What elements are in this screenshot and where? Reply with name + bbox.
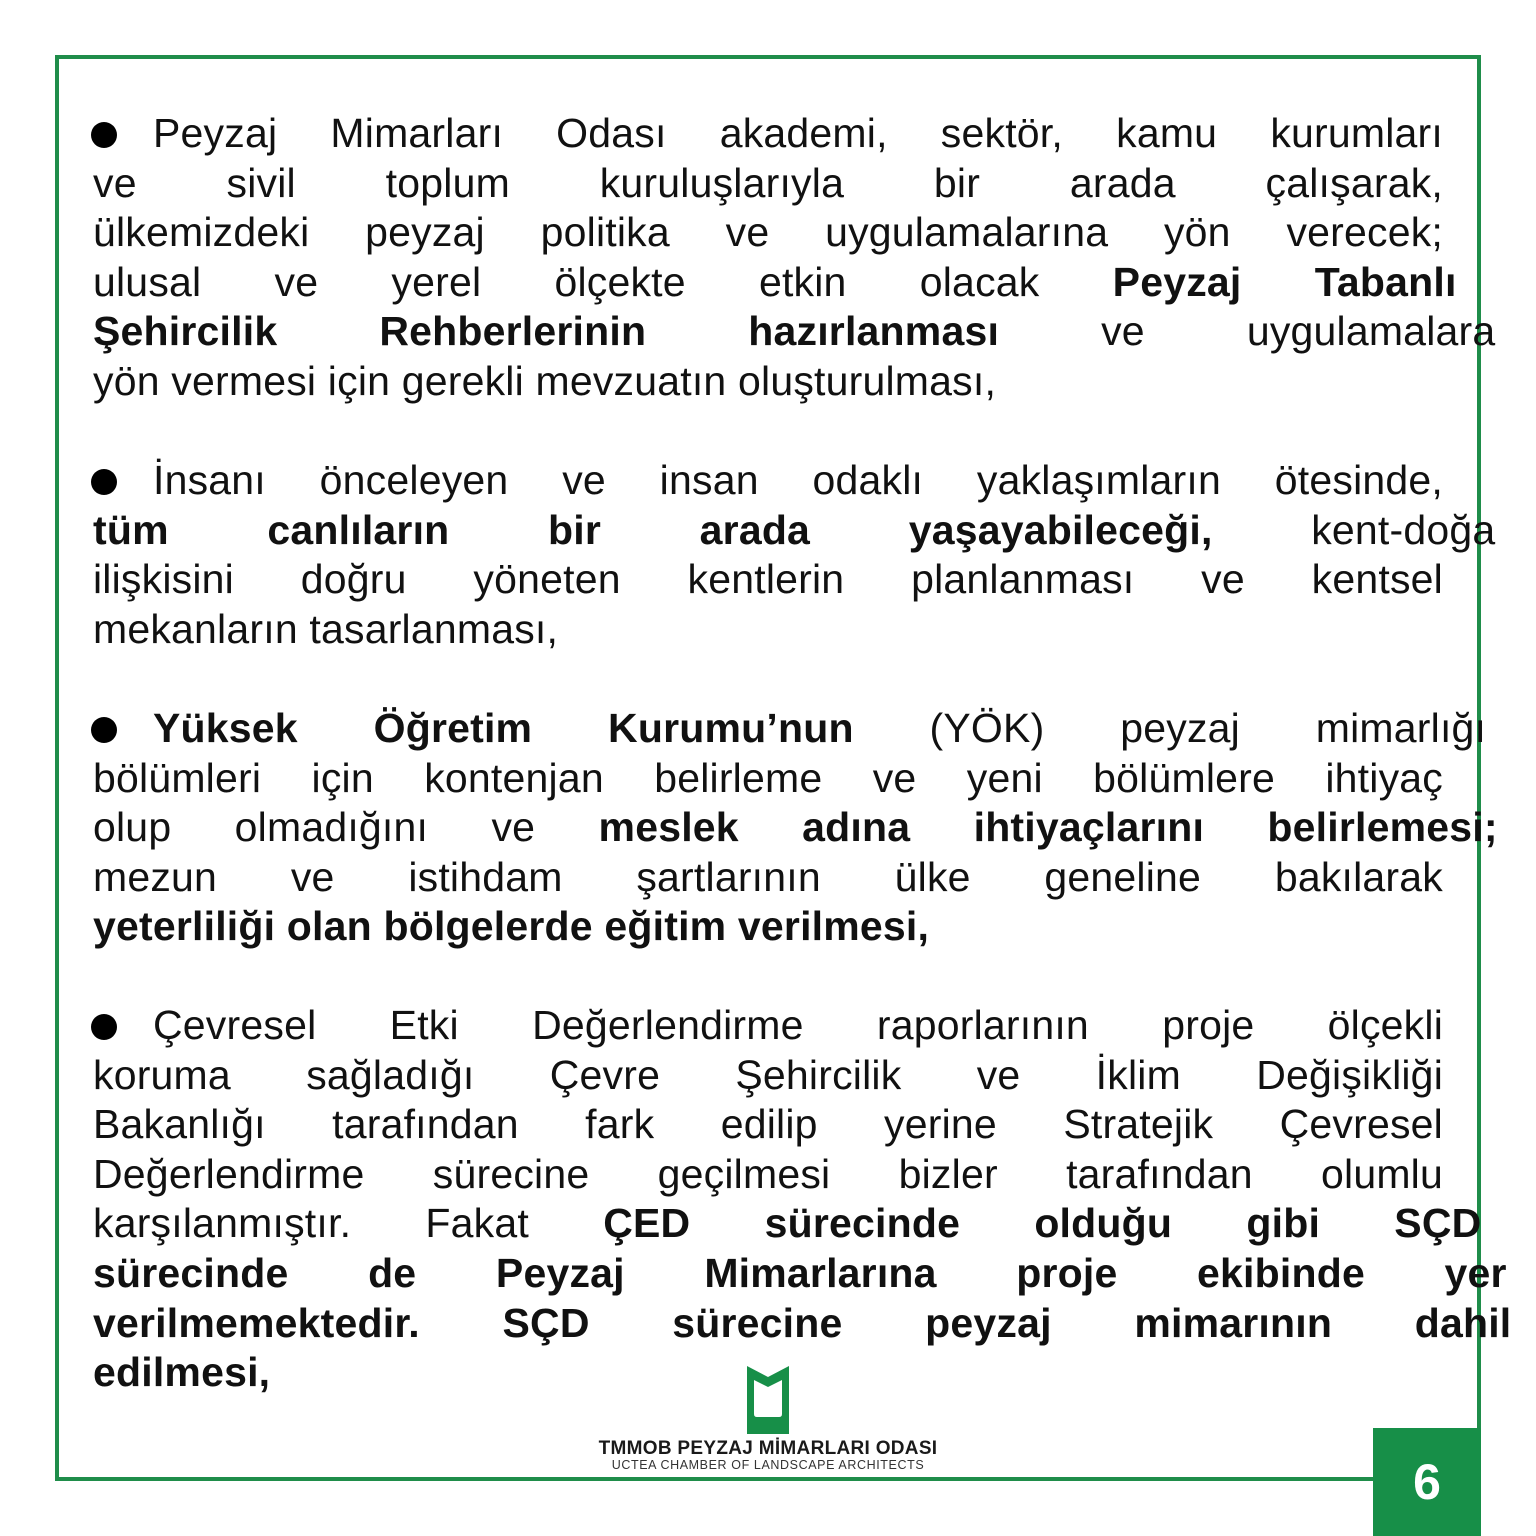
bold-text: meslek adına ihtiyaçlarını belirlemesi;	[598, 804, 1498, 851]
document-body	[93, 0, 1512, 1536]
text: kent-doğa	[1212, 506, 1496, 553]
text-line	[93, 1298, 1512, 1348]
bold-text: Şehircilik Rehberlerinin hazırlanması	[93, 308, 1000, 355]
bold-text: ÇED sürecinde olduğu gibi SÇD	[603, 1200, 1482, 1247]
text: Bakanlığı tarafından fark edilip yerine Stratejik Çevresel	[93, 1101, 1443, 1148]
text: İnsanı önceleyen ve insan odaklı yaklaşımların ötesinde,	[153, 457, 1443, 503]
text-line	[93, 901, 1443, 951]
text-line	[93, 158, 1443, 208]
bold-text: Peyzaj Tabanlı	[1112, 258, 1457, 305]
page-number-badge	[1373, 1428, 1481, 1536]
text-line	[93, 604, 1443, 654]
text-line	[93, 356, 1443, 406]
text-line	[93, 852, 1443, 902]
text-line	[93, 1050, 1443, 1100]
text: (YÖK) peyzaj mimarlığı	[853, 705, 1487, 751]
bold-text: yeterliliği olan bölgelerde eğitim verilmesi,	[93, 903, 930, 950]
text: mekanların tasarlanması,	[93, 605, 559, 652]
text-line	[93, 505, 1496, 555]
tmmob-logo-icon	[747, 1366, 789, 1434]
bullet-icon	[91, 122, 117, 148]
text-line	[153, 455, 1443, 505]
bullet-icon	[91, 469, 117, 495]
text: olup olmadığını ve	[93, 804, 599, 851]
text: ve uygulamalara	[999, 308, 1496, 355]
text-line	[93, 554, 1443, 604]
text-line	[93, 257, 1457, 307]
page-number: 6	[1413, 1454, 1441, 1510]
text-line	[93, 306, 1496, 356]
bold-text: Yüksek Öğretim Kurumu’nun	[153, 705, 854, 751]
text-line	[93, 753, 1443, 803]
text: bölümleri için kontenjan belirleme ve yeni bölümlere ihtiyaç	[93, 754, 1443, 801]
text: Çevresel Etki Değerlendirme raporlarının proje ölçekli	[153, 1002, 1443, 1048]
text-line	[93, 802, 1498, 852]
text: ülkemizdeki peyzaj politika ve uygulamalarına yön verecek;	[93, 209, 1443, 256]
text: ulusal ve yerel ölçekte etkin olacak	[93, 258, 1113, 305]
text: ve sivil toplum kuruluşlarıyla bir arada çalışarak,	[93, 159, 1443, 206]
bullet-icon	[91, 1014, 117, 1040]
text-line	[93, 1248, 1507, 1298]
text: Değerlendirme sürecine geçilmesi bizler tarafından olumlu	[93, 1150, 1443, 1197]
text: ilişkisini doğru yöneten kentlerin planlanması ve kentsel	[93, 556, 1443, 603]
org-subtitle: UCTEA CHAMBER OF LANDSCAPE ARCHITECTS	[611, 1458, 925, 1472]
bold-text: sürecinde de Peyzaj Mimarlarına proje ekibinde yer	[93, 1250, 1507, 1296]
text: karşılanmıştır. Fakat	[93, 1200, 604, 1247]
text-line	[93, 1099, 1443, 1149]
text-line	[93, 1198, 1482, 1248]
text: mezun ve istihdam şartlarının ülke geneline bakılarak	[93, 853, 1443, 900]
text-line	[153, 703, 1487, 753]
bold-text: verilmemektedir. SÇD sürecine peyzaj mimarının dahil	[93, 1299, 1512, 1346]
org-name: TMMOB PEYZAJ MİMARLARI ODASI	[598, 1438, 938, 1459]
text-line	[93, 1149, 1443, 1199]
text: koruma sağladığı Çevre Şehircilik ve İklim Değişikliği	[93, 1051, 1443, 1098]
text-line	[153, 108, 1443, 158]
bullet-icon	[91, 717, 117, 743]
text-line	[93, 207, 1443, 257]
text-line	[153, 1000, 1443, 1050]
bold-text: edilmesi,	[93, 1349, 271, 1396]
text: Peyzaj Mimarları Odası akademi, sektör, kamu kurumları	[153, 110, 1443, 156]
bold-text: tüm canlıların bir arada yaşayabileceği,	[93, 506, 1213, 553]
text: yön vermesi için gerekli mevzuatın oluşturulması,	[93, 358, 997, 404]
